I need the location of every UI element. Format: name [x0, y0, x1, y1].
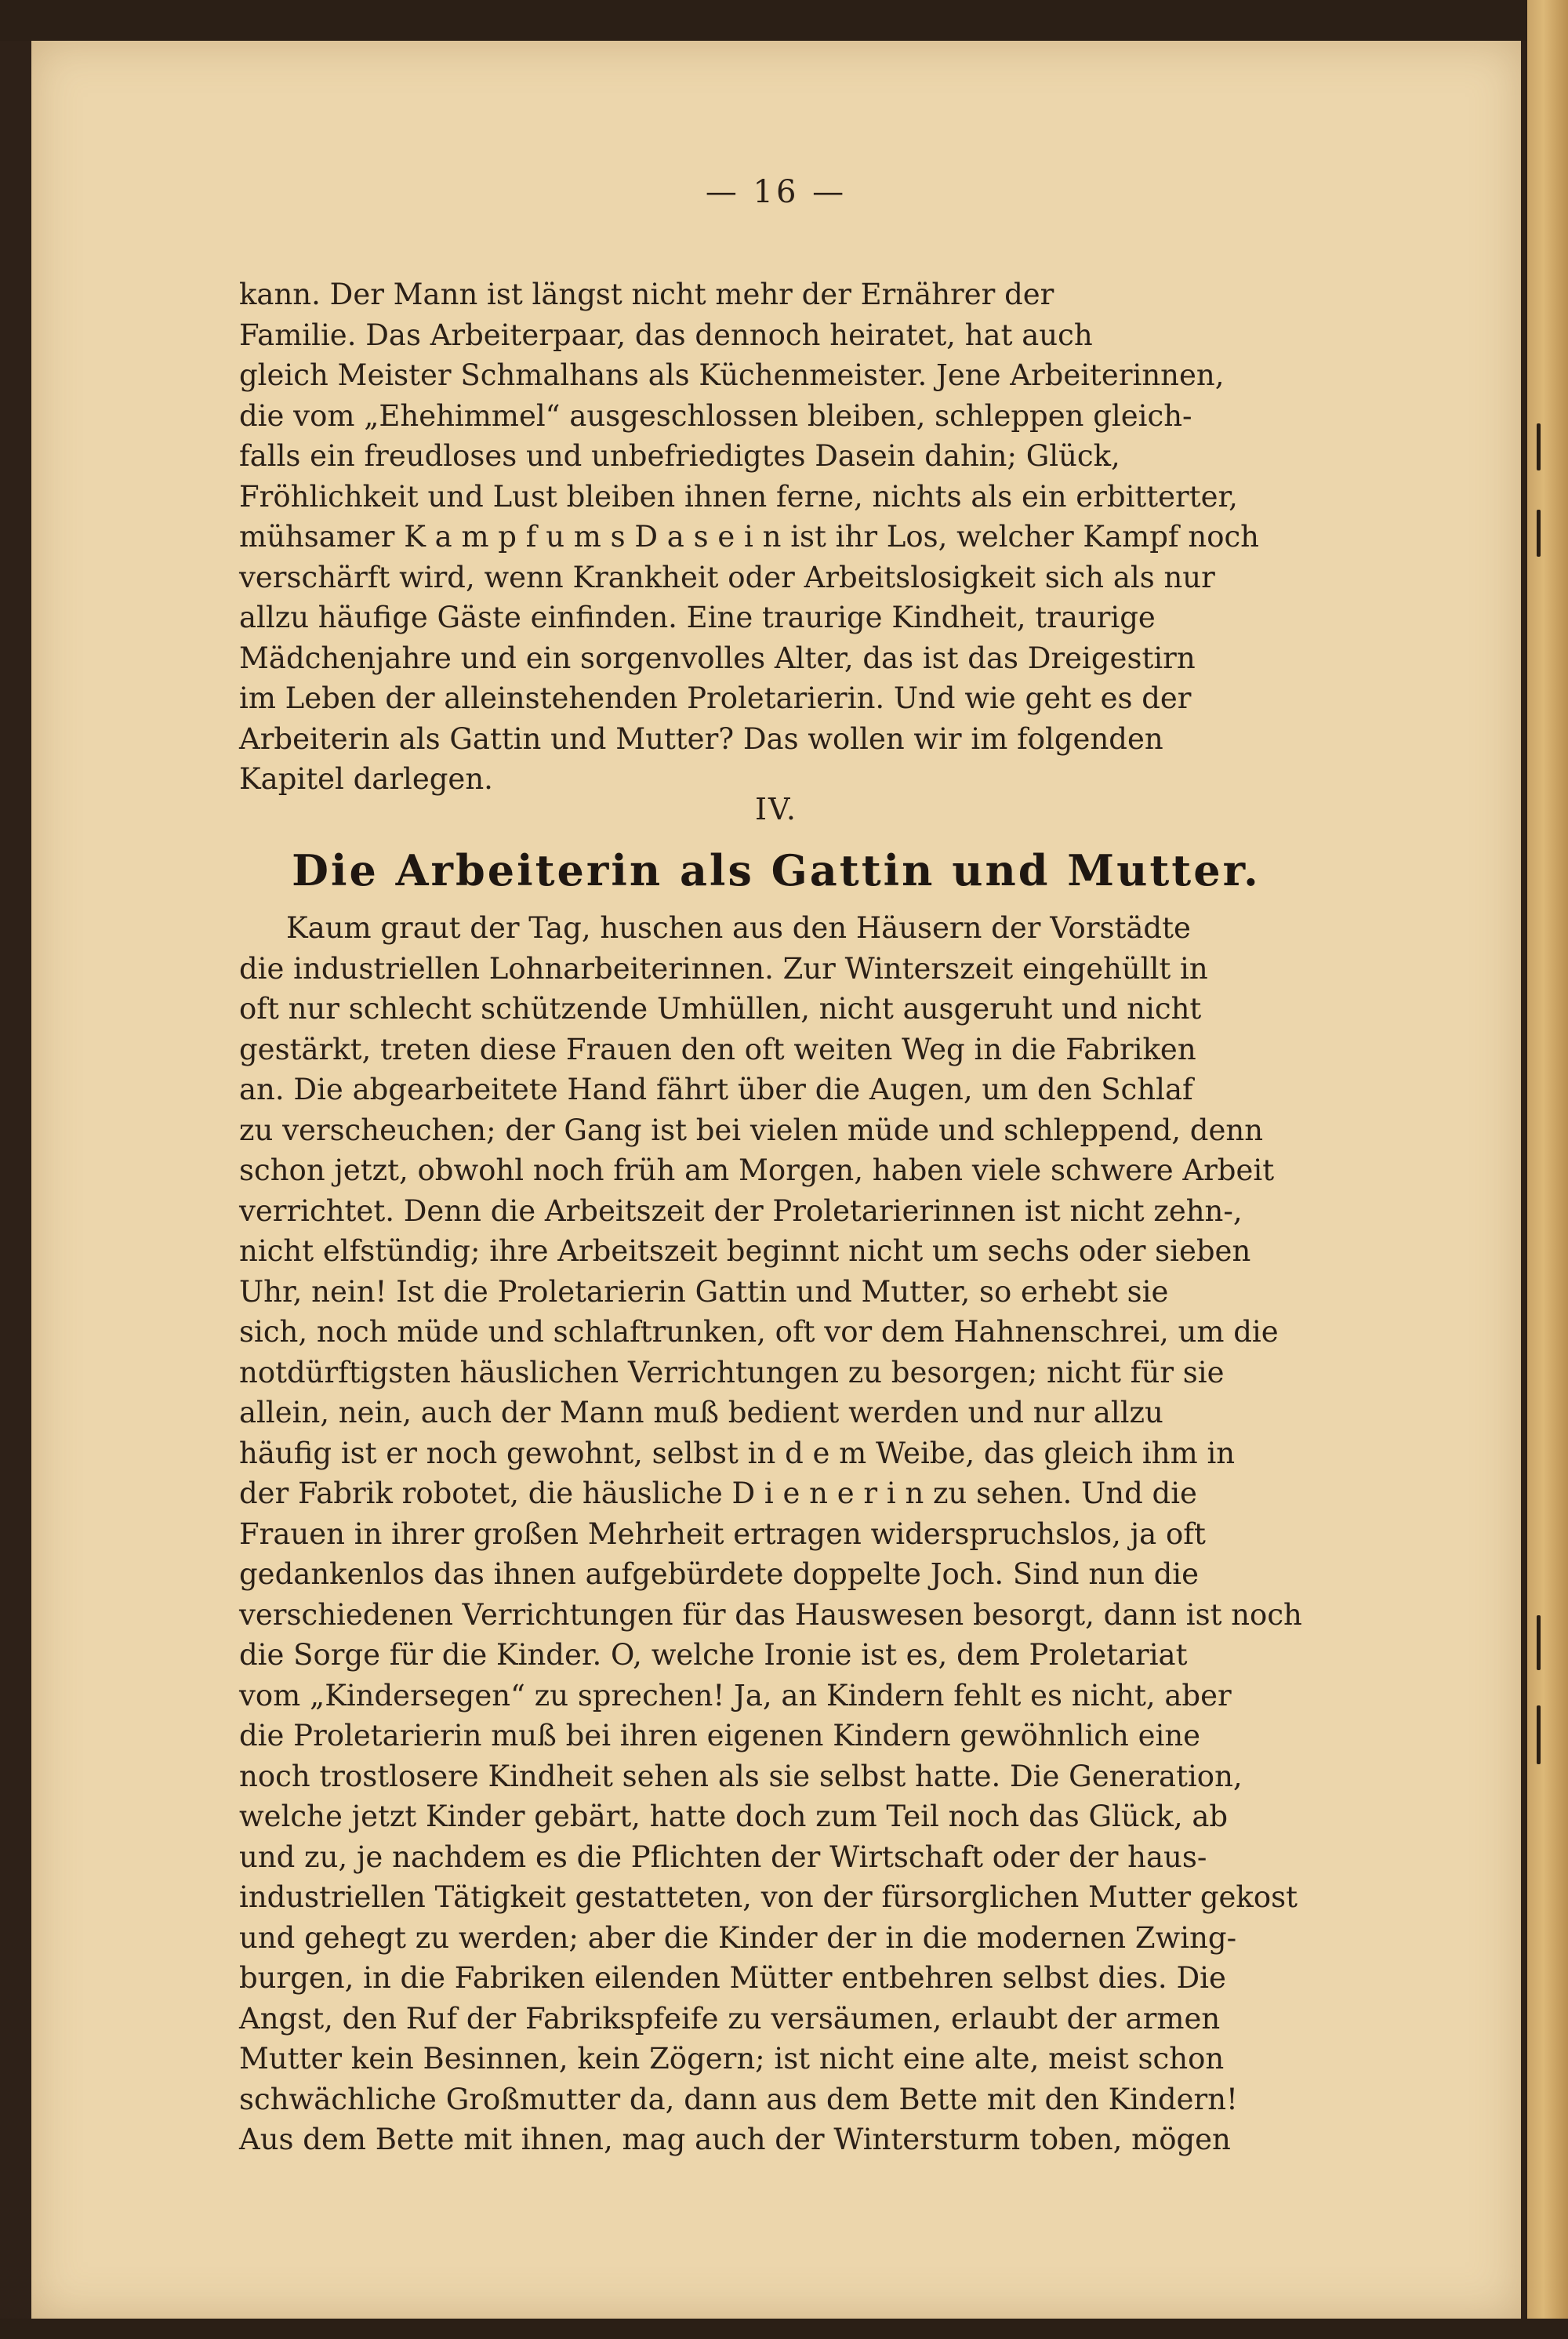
text-line: Arbeiterin als Gattin und Mutter? Das wollen wir im folgenden: [239, 721, 1163, 756]
text-line: Fröhlichkeit und Lust bleiben ihnen ferne, nichts als ein erbitterter,: [239, 479, 1238, 514]
edge-mark: [1537, 1705, 1541, 1764]
chapter-title: Die Arbeiterin als Gattin und Mutter.: [292, 845, 1261, 895]
text-line: Frauen in ihrer großen Mehrheit ertragen widerspruchslos, ja oft: [239, 1516, 1206, 1551]
scan-bottom-border: [0, 2319, 1568, 2339]
text-line: vom „Kindersegen“ zu sprechen! Ja, an Kindern fehlt es nicht, aber: [239, 1678, 1232, 1712]
text-line: die Proletarierin muß bei ihren eigenen Kindern gewöhnlich eine: [239, 1719, 1201, 1752]
text-line: Kapitel darlegen.: [239, 762, 493, 796]
text-line: häufig ist er noch gewohnt, selbst in d e m Weibe, das gleich ihm in: [239, 1436, 1236, 1470]
text-line: schon jetzt, obwohl noch früh am Morgen, haben viele schwere Arbeit: [239, 1153, 1275, 1187]
text-line: notdürftigsten häuslichen Verrichtungen zu besorgen; nicht für sie: [239, 1355, 1225, 1389]
text-line: gedankenlos das ihnen aufgebürdete doppelte Joch. Sind nun die: [239, 1557, 1199, 1591]
text-line: falls ein freudloses und unbefriedigtes Dasein dahin; Glück,: [239, 439, 1120, 473]
text-line: im Leben der alleinstehenden Proletarierin. Und wie geht es der: [239, 681, 1192, 715]
text-line: kann. Der Mann ist längst nicht mehr der Ernährer der: [239, 278, 1054, 311]
edge-mark: [1537, 423, 1541, 470]
text-line: an. Die abgearbeitete Hand fährt über die Augen, um den Schlaf: [239, 1073, 1193, 1106]
edge-mark: [1537, 1615, 1541, 1670]
text-line: allzu häufige Gäste einfinden. Eine traurige Kindheit, traurige: [239, 601, 1156, 634]
scan-top-border: [0, 0, 1568, 41]
text-line: Uhr, nein! Ist die Proletarierin Gattin und Mutter, so erhebt sie: [239, 1274, 1169, 1309]
text-line: Familie. Das Arbeiterpaar, das dennoch heiratet, hat auch: [239, 318, 1093, 352]
text-line: mühsamer K a m p f u m s D a s e i n ist ihr Los, welcher Kampf noch: [239, 520, 1260, 554]
text-line: verschärft wird, wenn Krankheit oder Arbeitslosigkeit sich als nur: [239, 560, 1215, 594]
text-line: nicht elfstündig; ihre Arbeitszeit beginnt nicht um sechs oder sieben: [239, 1234, 1251, 1268]
text-line: burgen, in die Fabriken eilenden Mütter entbehren selbst dies. Die: [239, 1961, 1226, 1995]
chapter-number: IV.: [755, 792, 797, 826]
text-line: Angst, den Ruf der Fabrikspfeife zu versäumen, erlaubt der armen: [239, 2001, 1221, 2036]
edge-mark: [1537, 510, 1541, 557]
text-line: welche jetzt Kinder gebärt, hatte doch zum Teil noch das Glück, ab: [239, 1800, 1229, 1833]
text-line: Kaum graut der Tag, huschen aus den Häusern der Vorstädte: [286, 911, 1191, 945]
text-line: sich, noch müde und schlaftrunken, oft vor dem Hahnenschrei, um die: [239, 1315, 1279, 1349]
book-page: [31, 41, 1521, 2319]
text-line: gestärkt, treten diese Frauen den oft weiten Weg in die Fabriken: [239, 1032, 1196, 1066]
text-line: gleich Meister Schmalhans als Küchenmeister. Jene Arbeiterinnen,: [239, 358, 1225, 392]
text-line: zu verscheuchen; der Gang ist bei vielen müde und schleppend, denn: [239, 1113, 1264, 1147]
page-number: — 16 —: [705, 174, 848, 210]
page-stack-edge: [1527, 0, 1568, 2339]
text-line: verschiedenen Verrichtungen für das Hauswesen besorgt, dann ist noch: [239, 1597, 1302, 1632]
text-line: verrichtet. Denn die Arbeitszeit der Proletarierinnen ist nicht zehn-,: [239, 1193, 1243, 1228]
text-line: industriellen Tätigkeit gestatteten, von der fürsorglichen Mutter gekost: [239, 1880, 1298, 1914]
text-line: und zu, je nachdem es die Pflichten der Wirtschaft oder der haus-: [239, 1840, 1207, 1874]
text-line: allein, nein, auch der Mann muß bedient werden und nur allzu: [239, 1396, 1163, 1429]
text-line: der Fabrik robotet, die häusliche D i e n e r i n zu sehen. Und die: [239, 1476, 1197, 1510]
chapter-body: [239, 908, 1411, 2160]
text-line: Mädchenjahre und ein sorgenvolles Alter, das ist das Dreigestirn: [239, 641, 1196, 675]
text-line: und gehegt zu werden; aber die Kinder der in die modernen Zwing-: [239, 1920, 1237, 1955]
text-line: oft nur schlecht schützende Umhüllen, nicht ausgeruht und nicht: [239, 992, 1202, 1026]
text-line: die Sorge für die Kinder. O, welche Ironie ist es, dem Proletariat: [239, 1638, 1188, 1672]
text-line: Mutter kein Besinnen, kein Zögern; ist nicht eine alte, meist schon: [239, 2042, 1225, 2076]
intro-paragraph: [239, 274, 1411, 800]
text-line: die vom „Ehehimmel“ ausgeschlossen bleiben, schleppen gleich-: [239, 398, 1192, 433]
text-line: noch trostlosere Kindheit sehen als sie selbst hatte. Die Generation,: [239, 1759, 1243, 1793]
text-line: Aus dem Bette mit ihnen, mag auch der Wintersturm toben, mögen: [239, 2123, 1231, 2156]
text-line: schwächliche Großmutter da, dann aus dem Bette mit den Kindern!: [239, 2082, 1238, 2116]
text-line: die industriellen Lohnarbeiterinnen. Zur Winterszeit eingehüllt in: [239, 951, 1208, 986]
